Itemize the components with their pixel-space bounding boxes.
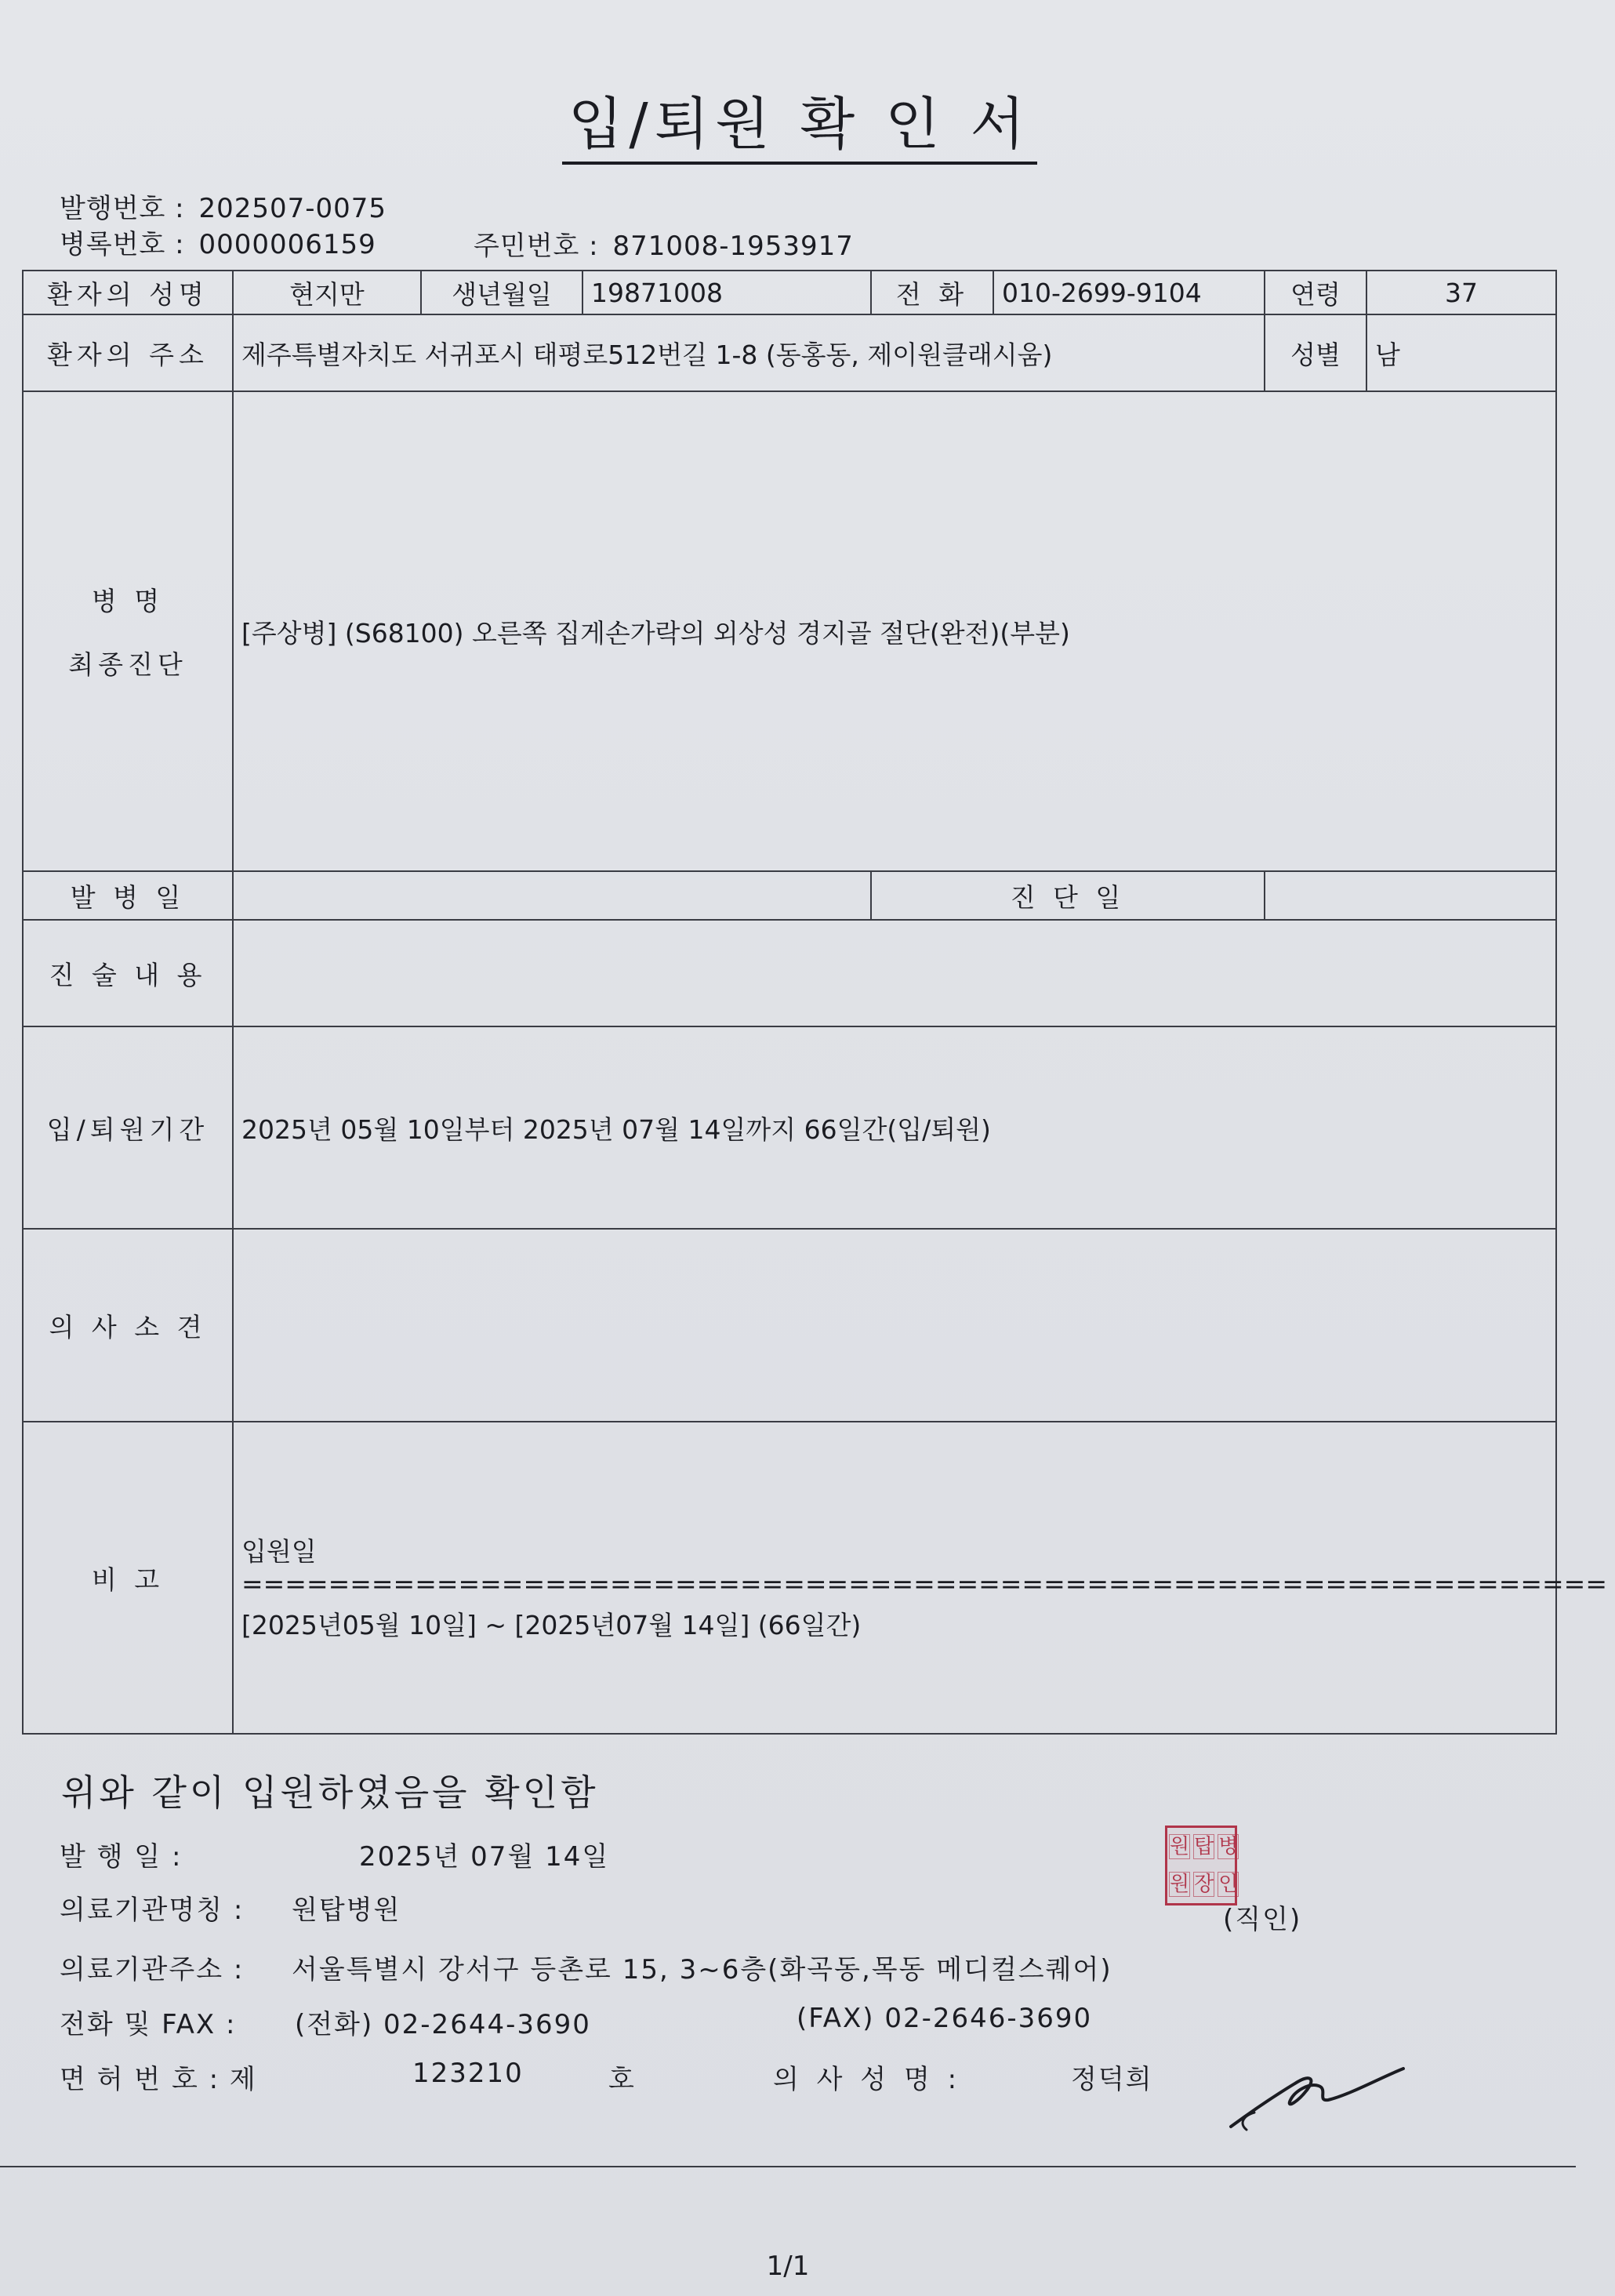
confirmation-statement: 위와 같이 입원하였음을 확인함 bbox=[61, 1771, 599, 1814]
org-name-label: 의료기관명칭 : bbox=[60, 1895, 245, 1926]
patient-address-label: 환자의 주소 bbox=[23, 314, 233, 391]
seal-char: 원 bbox=[1170, 1835, 1190, 1858]
sex-label: 성별 bbox=[1265, 314, 1366, 391]
remarks bbox=[233, 1422, 1607, 1734]
birth-date: 19871008 bbox=[582, 271, 871, 314]
resident-number-value: 871008-1953917 bbox=[612, 231, 854, 262]
issue-date-label: 발 행 일 : bbox=[60, 1841, 183, 1873]
stay-period-label: 입/퇴원기간 bbox=[23, 1026, 233, 1229]
hospital-fax: (FAX) 02-2646-3690 bbox=[797, 2003, 1093, 2034]
diagnosis-date bbox=[1265, 871, 1556, 920]
title-text: 입/퇴원 확 인 서 bbox=[562, 91, 1037, 165]
diagnosis-text: [주상병] (S68100) 오른쪽 집게손가락의 외상성 경지골 절단(완전)(부분) bbox=[233, 391, 1556, 871]
remarks-label: 비 고 bbox=[23, 1422, 233, 1734]
tel-fax-row bbox=[60, 2003, 1093, 2041]
doctor-opinion-label: 의 사 소 견 bbox=[23, 1229, 233, 1422]
remarks-line1: 입원일=============================================================== bbox=[241, 1535, 1607, 1599]
issue-date-row bbox=[60, 1835, 610, 1873]
phone-label: 전 화 bbox=[871, 271, 993, 314]
remarks-line2: [2025년05월 10일] ~ [2025년07월 14일] (66일간) bbox=[241, 1609, 862, 1640]
diagnosis-date-label: 진 단 일 bbox=[871, 871, 1265, 920]
org-address: 서울특별시 강서구 등촌로 15, 3~6층(화곡동,목동 메디컬스퀘어) bbox=[292, 1954, 1112, 1985]
org-name-row bbox=[60, 1888, 401, 1927]
patient-age: 37 bbox=[1366, 271, 1556, 314]
record-number-value: 0000006159 bbox=[198, 229, 376, 260]
issue-number bbox=[60, 187, 387, 225]
stay-period: 2025년 05월 10일부터 2025년 07월 14일까지 66일간(입/퇴원) bbox=[233, 1026, 1556, 1229]
issue-number-label: 발행번호 : bbox=[60, 193, 185, 224]
confirmation-form-table bbox=[22, 270, 1607, 1735]
patient-phone: 010-2699-9104 bbox=[993, 271, 1265, 314]
doctor-opinion bbox=[233, 1229, 1556, 1422]
doctor-signature bbox=[1223, 2054, 1411, 2141]
birth-label: 생년월일 bbox=[421, 271, 582, 314]
seal-note: (직인) bbox=[1223, 1904, 1302, 1935]
onset-date-label: 발 병 일 bbox=[23, 871, 233, 920]
seal-char: 원 bbox=[1170, 1873, 1190, 1896]
diagnosis-label-line2: 최종진단 bbox=[68, 649, 187, 680]
org-name: 원탑병원 bbox=[292, 1895, 401, 1926]
seal-char: 장 bbox=[1194, 1873, 1214, 1896]
surgery-label: 진 술 내 용 bbox=[23, 920, 233, 1026]
resident-number bbox=[474, 224, 854, 263]
license-label: 면 허 번 호 : 제 bbox=[60, 2064, 257, 2095]
seal-char: 탑 bbox=[1194, 1835, 1214, 1858]
license-suffix: 호 bbox=[608, 2064, 636, 2095]
page-number: 1/1 bbox=[766, 2251, 810, 2282]
surgery-content bbox=[233, 920, 1556, 1026]
official-seal bbox=[1165, 1826, 1237, 1905]
age-label: 연령 bbox=[1265, 271, 1366, 314]
license-number: 123210 bbox=[412, 2058, 524, 2089]
doctor-name: 정덕희 bbox=[1071, 2064, 1153, 2095]
patient-name-label: 환자의 성명 bbox=[23, 271, 233, 314]
issue-number-value: 202507-0075 bbox=[198, 193, 387, 224]
record-number bbox=[60, 223, 376, 261]
issue-date: 2025년 07월 14일 bbox=[359, 1841, 610, 1873]
onset-date bbox=[233, 871, 871, 920]
record-number-label: 병록번호 : bbox=[60, 229, 185, 260]
seal-char: 병 bbox=[1218, 1835, 1239, 1858]
document-title bbox=[0, 78, 1599, 160]
hospital-phone: (전화) 02-2644-3690 bbox=[295, 2009, 591, 2040]
diagnosis-label-line1: 병 명 bbox=[91, 586, 165, 616]
seal-char: 인 bbox=[1218, 1873, 1239, 1896]
patient-address: 제주특별자치도 서귀포시 태평로512번길 1-8 (동홍동, 제이원클래시움) bbox=[233, 314, 1265, 391]
patient-name: 현지만 bbox=[233, 271, 421, 314]
tel-fax-label: 전화 및 FAX : bbox=[60, 2009, 237, 2040]
resident-number-label: 주민번호 : bbox=[474, 231, 599, 262]
org-address-label: 의료기관주소 : bbox=[60, 1954, 245, 1985]
patient-sex: 남 bbox=[1366, 314, 1556, 391]
doctor-name-label: 의 사 성 명 : bbox=[773, 2064, 962, 2095]
diagnosis-label bbox=[23, 391, 233, 871]
license-row bbox=[60, 2058, 1153, 2096]
org-address-row bbox=[60, 1948, 1112, 1986]
